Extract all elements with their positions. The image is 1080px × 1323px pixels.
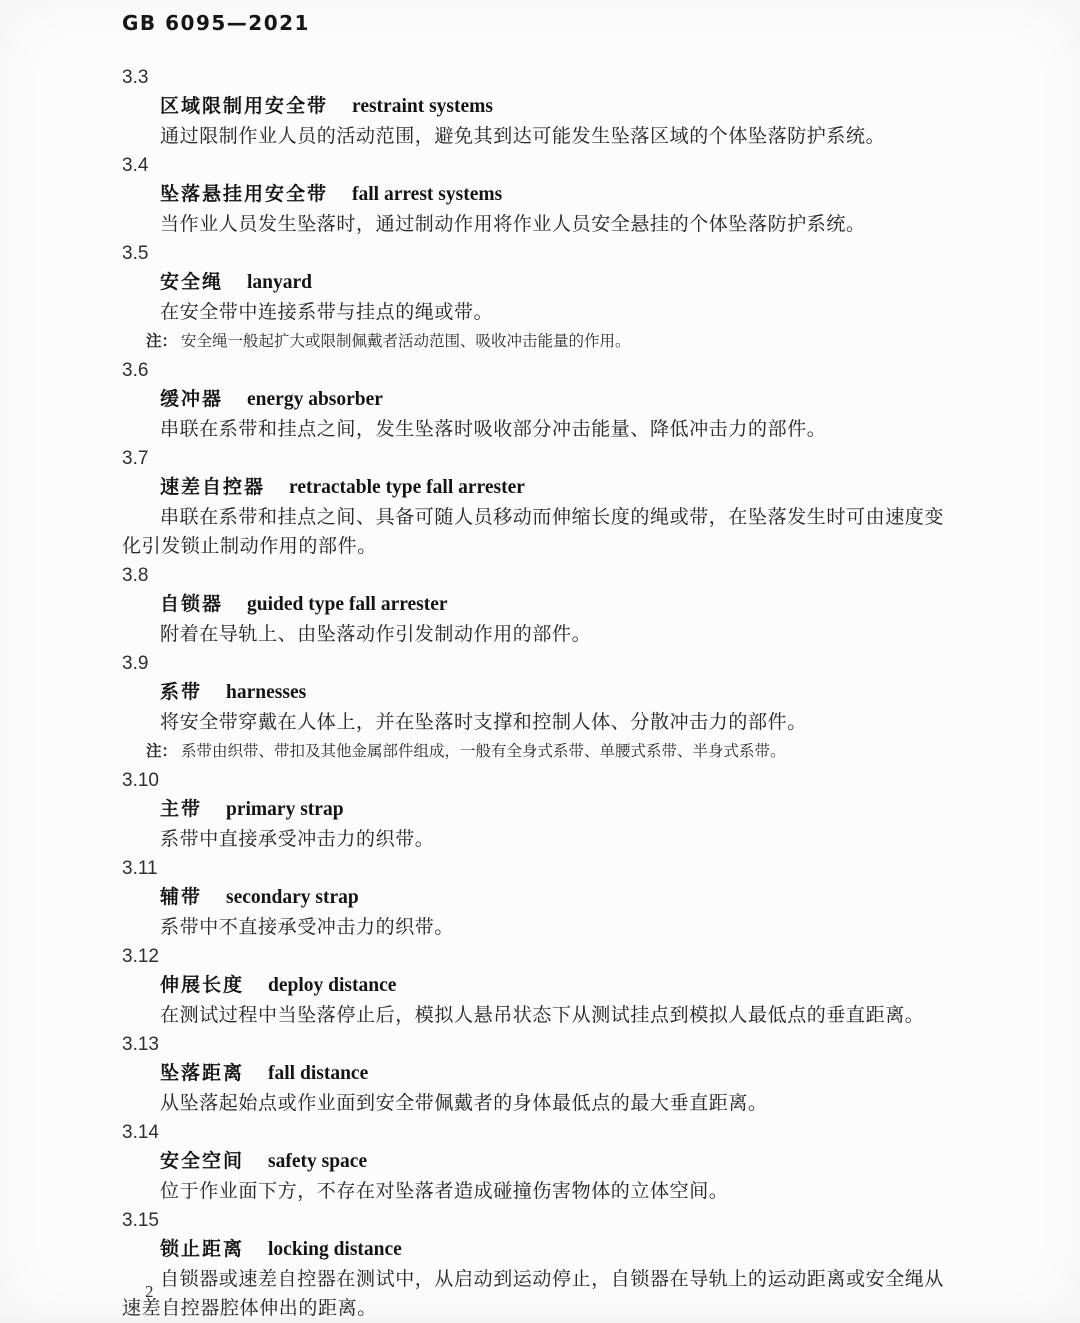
term-english: harnesses [226,682,307,703]
term-heading [160,795,960,825]
term-definition: 从坠落起始点或作业面到安全带佩戴者的身体最低点的最大垂直距离。 [160,1093,768,1114]
term-note [122,737,960,766]
term-english: deploy distance [268,975,397,996]
term-section [122,151,960,239]
term-section [122,63,960,151]
term-definition: 位于作业面下方，不存在对坠落者造成碰撞伤害物体的立体空间。 [160,1181,729,1202]
term-heading [160,473,960,503]
term-chinese: 坠落距离 [160,1062,245,1084]
term-heading [160,92,960,122]
term-chinese: 速差自控器 [160,476,266,498]
document-header [122,10,960,36]
term-heading [160,883,960,913]
page-footer [145,1282,154,1302]
term-english: fall arrest systems [352,184,503,205]
term-english: secondary strap [226,887,359,908]
term-section [122,766,960,854]
term-english: guided type fall arrester [247,594,448,615]
term-heading [160,385,960,415]
section-number: 3.14 [122,1122,159,1143]
term-section [122,942,960,1030]
page-number: 2 [145,1282,154,1301]
term-english: energy absorber [247,389,383,410]
section-number: 3.7 [122,448,149,469]
term-section [122,356,960,444]
term-chinese: 系带 [160,681,203,703]
term-section [122,854,960,942]
term-heading [160,180,960,210]
term-chinese: 缓冲器 [160,388,224,410]
term-chinese: 坠落悬挂用安全带 [160,183,329,205]
term-section [122,1206,960,1323]
term-definition: 系带中不直接承受冲击力的织带。 [160,917,455,938]
term-heading [160,1147,960,1177]
section-number: 3.11 [122,858,158,879]
term-definition: 串联在系带和挂点之间、具备可随人员移动而伸缩长度的绳或带，在坠落发生时可由速度变化引发锁止制动作用的部件。 [122,507,945,557]
term-section [122,1030,960,1118]
term-english: safety space [268,1151,368,1172]
term-chinese: 主带 [160,798,203,820]
term-heading [160,971,960,1001]
note-text: 安全绳一般起扩大或限制佩戴者活动范围、吸收冲击能量的作用。 [181,333,631,350]
section-number: 3.6 [122,360,149,381]
term-definition: 当作业人员发生坠落时，通过制动作用将作业人员安全悬挂的个体坠落防护系统。 [160,214,866,235]
term-chinese: 锁止距离 [160,1238,245,1260]
term-definition: 系带中直接承受冲击力的织带。 [160,829,435,850]
term-chinese: 安全空间 [160,1150,245,1172]
term-heading [160,268,960,298]
term-english: restraint systems [352,96,494,117]
term-definition: 在安全带中连接系带与挂点的绳或带。 [160,302,494,323]
terms-section-list [122,63,960,1323]
term-english: primary strap [226,799,344,820]
term-heading [160,1235,960,1265]
term-section [122,1118,960,1206]
term-chinese: 伸展长度 [160,974,245,996]
term-english: locking distance [268,1239,402,1260]
term-definition: 自锁器或速差自控器在测试中，从启动到运动停止，自锁器在导轨上的运动距离或安全绳从速差自控器腔体伸出的距离。 [122,1269,945,1319]
term-note [122,327,960,356]
term-section [122,561,960,649]
term-heading [160,590,960,620]
term-chinese: 安全绳 [160,271,224,293]
term-section [122,444,960,561]
term-definition: 附着在导轨上、由坠落动作引发制动作用的部件。 [160,624,592,645]
term-definition: 通过限制作业人员的活动范围，避免其到达可能发生坠落区域的个体坠落防护系统。 [160,126,886,147]
note-label: 注： [146,742,178,760]
section-number: 3.8 [122,565,149,586]
note-text: 系带由织带、带扣及其他金属部件组成，一般有全身式系带、单腰式系带、半身式系带。 [181,743,786,760]
term-heading [160,678,960,708]
term-english: fall distance [268,1063,369,1084]
term-definition: 将安全带穿戴在人体上，并在坠落时支撑和控制人体、分散冲击力的部件。 [160,712,807,733]
term-heading [160,1059,960,1089]
standard-code: GB 6095—2021 [122,11,310,35]
note-label: 注： [146,332,178,350]
term-chinese: 辅带 [160,886,203,908]
term-definition: 串联在系带和挂点之间，发生坠落时吸收部分冲击能量、降低冲击力的部件。 [160,419,827,440]
term-english: retractable type fall arrester [289,477,525,498]
term-section [122,239,960,356]
section-number: 3.13 [122,1034,159,1055]
section-number: 3.3 [122,67,149,88]
term-definition: 在测试过程中当坠落停止后，模拟人悬吊状态下从测试挂点到模拟人最低点的垂直距离。 [160,1005,925,1026]
section-number: 3.9 [122,653,149,674]
section-number: 3.4 [122,155,149,176]
term-english: lanyard [247,272,313,293]
term-section [122,649,960,766]
section-number: 3.5 [122,243,149,264]
section-number: 3.12 [122,946,159,967]
term-chinese: 自锁器 [160,593,224,615]
section-number: 3.10 [122,770,159,791]
section-number: 3.15 [122,1210,159,1231]
term-chinese: 区域限制用安全带 [160,95,329,117]
